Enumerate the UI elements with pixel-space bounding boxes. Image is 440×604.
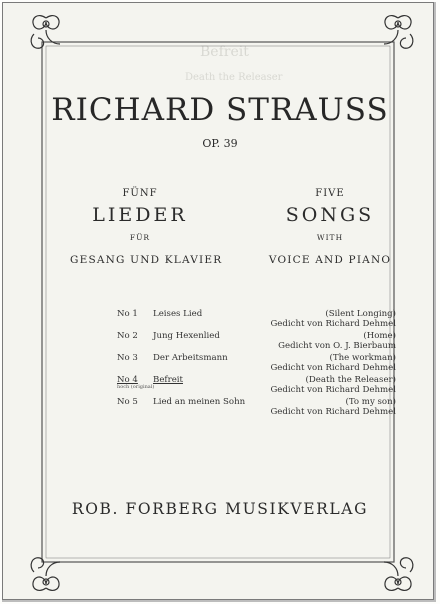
composer-name: RICHARD STRAUSS: [51, 92, 389, 128]
song-note: hoch (original): [117, 384, 155, 390]
song-number: No 5: [117, 397, 138, 407]
song-number: No 3: [117, 353, 138, 363]
corner-ornament-top-left-icon: [24, 10, 68, 54]
song-title-english: (The workman): [329, 353, 396, 363]
publisher-name: ROB. FORBERG MUSIKVERLAG: [71, 500, 369, 518]
song-title-german: Lied an meinen Sohn: [153, 397, 246, 407]
song-poet: Gedicht von Richard Dehmel: [270, 363, 396, 373]
english-instrumentation: VOICE AND PIANO: [268, 254, 392, 266]
song-title-english: (Death the Releaser): [305, 375, 396, 385]
english-count: FIVE: [315, 188, 345, 199]
song-poet: Gedicht von Richard Dehmel: [270, 385, 396, 395]
song-title-english: (To my son): [345, 397, 396, 407]
corner-ornament-bottom-right-icon: [376, 552, 420, 596]
song-poet: Gedicht von Richard Dehmel: [270, 319, 396, 329]
english-genre: SONGS: [285, 204, 375, 226]
corner-ornament-bottom-left-icon: [24, 552, 68, 596]
german-for: FÜR: [129, 233, 151, 242]
song-title-german: Jung Hexenlied: [153, 331, 220, 341]
song-number: No 2: [117, 331, 138, 341]
corner-ornament-top-right-icon: [376, 10, 420, 54]
song-title-german: Befreit: [153, 375, 183, 385]
song-title-english: (Home): [363, 331, 396, 341]
english-with: WITH: [316, 233, 344, 242]
song-title-english: (Silent Longing): [325, 309, 396, 319]
bleed-through-title: Befreit: [200, 44, 249, 60]
german-genre: LIEDER: [92, 204, 188, 226]
german-instrumentation: GESANG UND KLAVIER: [70, 254, 223, 266]
bleed-through-subtitle: Death the Releaser: [185, 72, 283, 83]
song-poet: Gedicht von Richard Dehmel: [270, 407, 396, 417]
song-number: No 1: [117, 309, 138, 319]
song-poet: Gedicht von O. J. Bierbaum: [278, 341, 396, 351]
song-title-german: Der Arbeitsmann: [153, 353, 228, 363]
song-number: No 4: [117, 375, 138, 385]
opus-number: OP. 39: [202, 137, 238, 150]
german-count: FÜNF: [122, 188, 158, 199]
song-title-german: Leises Lied: [153, 309, 203, 319]
